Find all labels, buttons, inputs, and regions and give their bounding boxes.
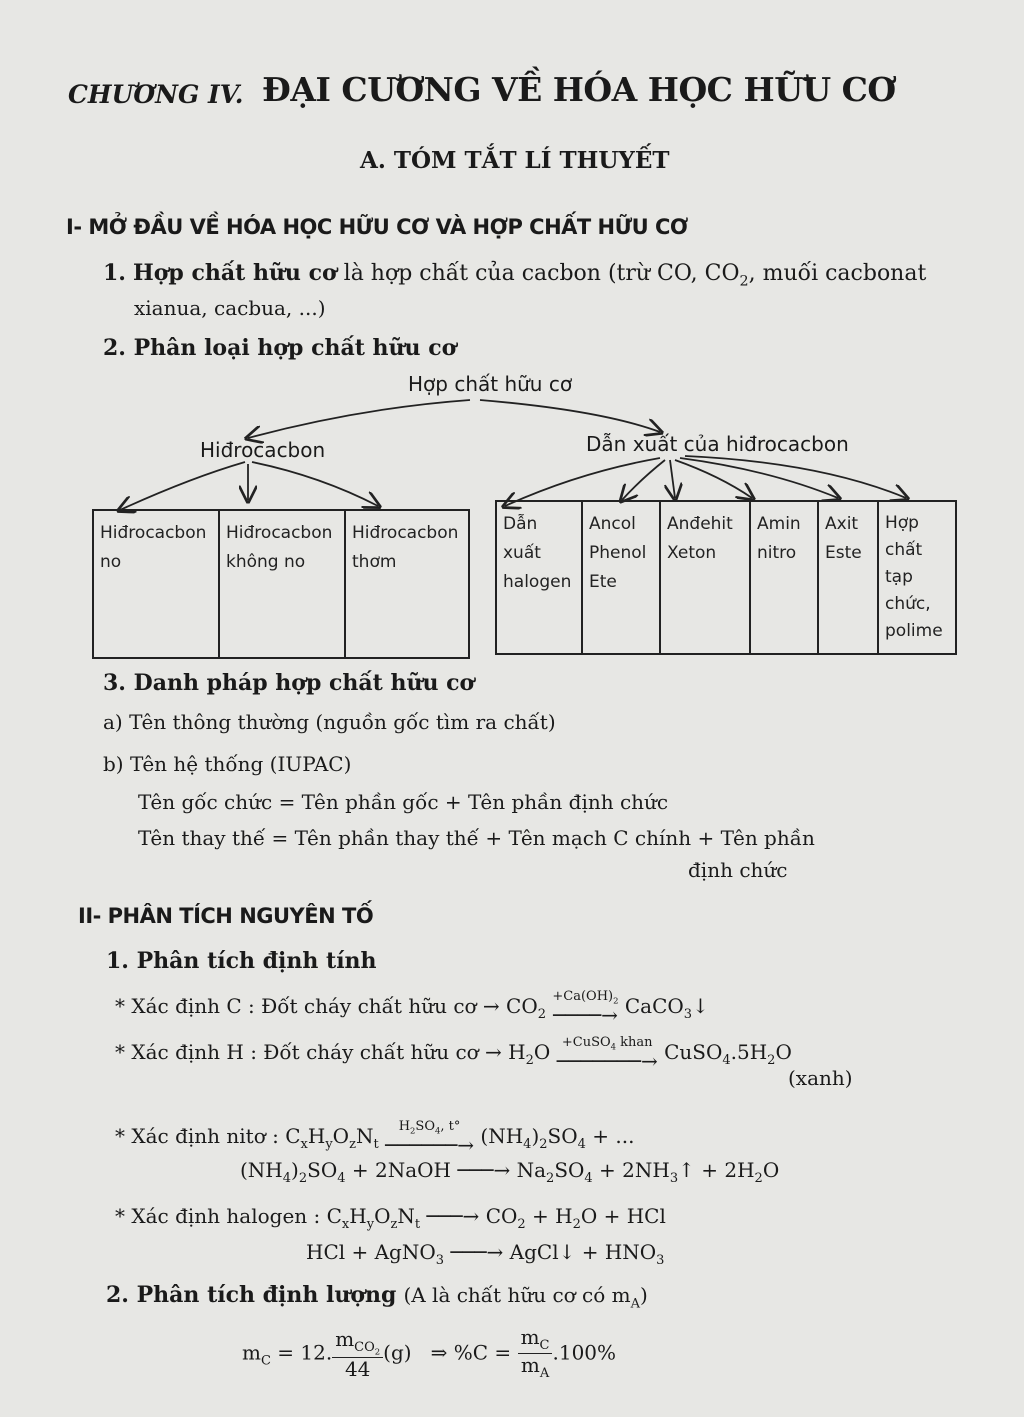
halogen-equation: HCl + AgNO$_3$ ───→ AgCl↓ + $HNO_3$	[306, 1240, 665, 1268]
box-text: Este	[825, 543, 862, 563]
item-1-term: Hợp chất hữu cơ	[132, 260, 337, 286]
quantitative-line: 2. Phân tích định lượng (A là chất hữu cơ có $m_A$)	[106, 1282, 648, 1312]
qualitative-heading: 1. Phân tích định tính	[106, 948, 377, 974]
box-text: nitro	[757, 543, 797, 563]
box-text: không no	[226, 552, 306, 572]
box-text: Dẫn	[503, 514, 538, 534]
quantitative-note: (A là chất hữu cơ có m	[403, 1283, 631, 1307]
box-text: polime	[885, 621, 943, 641]
halogen-test-label: Xác định halogen : C	[131, 1204, 342, 1228]
box-text: halogen	[503, 572, 572, 592]
carbon-test-product: CaCO	[624, 994, 684, 1019]
box-acid-ester	[819, 502, 879, 653]
hydrogen-test-line: * Xác định H : Đốt cháy chất hữu cơ → $H_2O$ +CuSO$_4$ khan ───────→ $CuSO_4.5H_2O$	[115, 1035, 792, 1074]
box-text: Phenol	[589, 543, 647, 563]
box-aldehyde-ketone	[661, 502, 751, 653]
hydrogen-test-label: Xác định H : Đốt cháy chất hữu cơ → H	[131, 1040, 526, 1065]
nomenclature-iupac: b) Tên hệ thống (IUPAC)	[103, 752, 352, 776]
hydrocarbon-boxes	[92, 509, 470, 659]
carbon-mass-formula: $m_C = 12$. $\frac{m_{CO_2}}{44}$ (g) ⇒ %C = $\frac{m_C}{m_A}$ .100%	[242, 1325, 617, 1382]
box-hydrocarbon-unsaturated	[220, 511, 346, 657]
box-text: tạp	[885, 567, 913, 587]
arrow-left-3	[252, 462, 378, 506]
box-text: Xeton	[667, 543, 717, 563]
nomenclature-functional: Tên gốc chức = Tên phần gốc + Tên phần định chức	[138, 790, 669, 814]
nomenclature-substitutive-cont: định chức	[688, 858, 788, 882]
box-text: Hiđrocacbon	[100, 523, 207, 543]
box-text: no	[100, 552, 122, 572]
arrow-right-3	[670, 460, 675, 498]
box-halogen-derivative	[497, 502, 583, 653]
nomenclature-common: a) Tên thông thường (nguồn gốc tìm ra chất)	[103, 710, 556, 734]
carbon-test-line: * Xác định C : Đốt cháy chất hữu cơ → $CO_2$ $+Ca(OH)_2$ ────→ CaCO$_3$↓	[115, 989, 709, 1028]
box-text: Hiđrocacbon	[352, 523, 459, 543]
box-text: Ancol	[589, 514, 636, 534]
box-text: Hiđrocacbon	[226, 523, 333, 543]
nomenclature-substitutive: Tên thay thế = Tên phần thay thế + Tên mạch C chính + Tên phần	[138, 826, 815, 850]
item-3-heading: 3. Danh pháp hợp chất hữu cơ	[103, 670, 475, 696]
box-hydrocarbon-saturated	[94, 511, 220, 657]
carbon-mass-fraction: $\frac{m_{CO_2}}{44}$	[332, 1328, 383, 1380]
item-1-definition-2: , muối cacbonat	[748, 261, 927, 286]
item-1-line: 1. Hợp chất hữu cơ là hợp chất của cacbon (trừ CO, $CO_2$, muối cacbonat	[103, 260, 927, 290]
box-text: thơm	[352, 552, 397, 572]
carbon-percent-fraction: $\frac{m_C}{m_A}$	[518, 1326, 553, 1382]
quantitative-heading: 2. Phân tích định lượng	[106, 1282, 397, 1308]
arrow-right-1	[505, 458, 660, 506]
box-multifunctional-polymer	[879, 502, 955, 653]
chapter-title: ĐẠI CƯƠNG VỀ HÓA HỌC HỮU CƠ	[262, 70, 896, 109]
arrow-right-4	[675, 460, 752, 498]
diagram-right-node: Dẫn xuất của hiđrocacbon	[586, 432, 849, 456]
box-text: chất	[885, 540, 923, 560]
nitrogen-test-arrow: $H_2SO_4$, t° ──────→	[385, 1119, 475, 1158]
arrow-right-6	[685, 456, 906, 498]
derivative-boxes	[495, 500, 957, 655]
halogen-test-line: * Xác định halogen : $C_xH_yO_zN_t$ ───→ $CO_2 + H_2O$ + HCl	[115, 1204, 666, 1232]
diagram-root: Hợp chất hữu cơ	[408, 372, 573, 396]
box-text: Anđehit	[667, 514, 733, 534]
diagram-left-node: Hiđrocacbon	[200, 438, 326, 462]
item-2-heading: 2. Phân loại hợp chất hữu cơ	[103, 335, 457, 361]
section-1-heading: I- MỞ ĐẦU VỀ HÓA HỌC HỮU CƠ VÀ HỢP CHẤT HỮU CƠ	[66, 215, 688, 239]
arrow-right-5	[680, 458, 838, 498]
arrow-root-right	[480, 400, 660, 432]
nitrogen-equation: $(NH_4)_2SO_4$ + 2NaOH ───→ $Na_2SO_4$ + $2NH_3↑ + 2H_2O$	[240, 1158, 780, 1186]
arrow-right-2	[622, 460, 665, 500]
hydrogen-test-arrow: +CuSO$_4$ khan ───────→	[556, 1035, 658, 1074]
carbon-test-label: Xác định C : Đốt cháy chất hữu cơ → CO	[131, 994, 538, 1019]
halogen-test-product: CO	[485, 1204, 518, 1228]
hydrogen-color-note: (xanh)	[788, 1066, 853, 1090]
arrow-root-left	[248, 400, 470, 438]
box-amine-nitro	[751, 502, 819, 653]
box-text: Amin	[757, 514, 801, 534]
box-text: xuất	[503, 543, 541, 563]
item-1-number: 1.	[103, 260, 126, 286]
box-text: Hợp	[885, 513, 919, 533]
box-alcohol-phenol-ether	[583, 502, 661, 653]
nitrogen-test-line: * Xác định nitơ : $C_xH_yO_zN_t$ $H_2SO_4$, t° ──────→ $(NH_4)_2SO_4$ + ...	[115, 1119, 635, 1158]
section-2-heading: II- PHÂN TÍCH NGUYÊN TỐ	[78, 904, 374, 928]
box-text: chức,	[885, 594, 931, 614]
box-text: Ete	[589, 572, 617, 592]
diagram-arrows	[0, 0, 1024, 520]
nitrogen-test-label: Xác định nitơ : C	[131, 1124, 301, 1149]
carbon-test-arrow: $+Ca(OH)_2$ ────→	[552, 989, 619, 1028]
box-text: Axit	[825, 514, 859, 534]
chapter-label: CHƯƠNG IV.	[68, 80, 244, 109]
box-hydrocarbon-aromatic	[346, 511, 468, 657]
section-a-title: A. TÓM TẮT LÍ THUYẾT	[360, 147, 670, 174]
item-1-definition: là hợp chất của cacbon (trừ CO, CO	[343, 261, 740, 286]
arrow-left-1	[120, 462, 245, 510]
hydrogen-test-product: CuSO	[664, 1040, 723, 1065]
nitrogen-test-product: (NH	[480, 1124, 524, 1149]
item-1-continuation: xianua, cacbua, ...)	[134, 296, 326, 320]
